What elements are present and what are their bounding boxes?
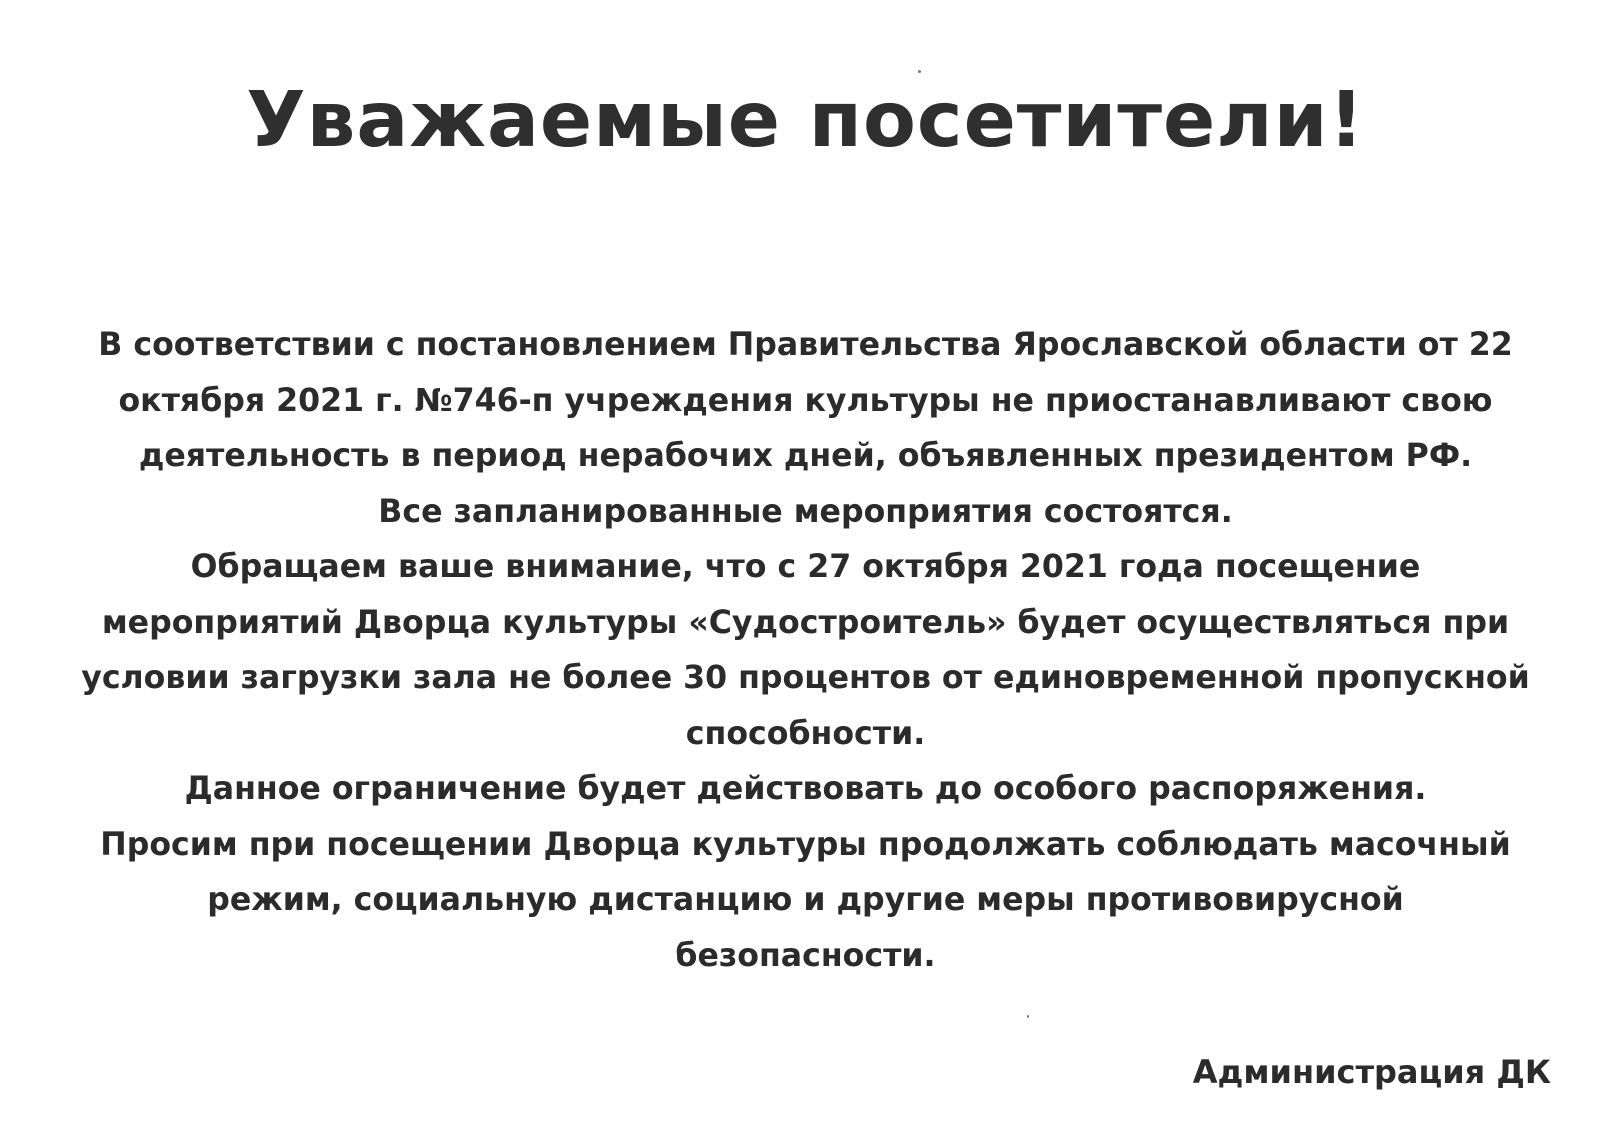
notice-line: условии загрузки зала не более 30 процентов от единовременной пропускной [81,660,1530,696]
notice-line: безопасности. [675,937,936,974]
notice-line: Просим при посещении Дворца культуры продолжать соблюдать масочный [100,826,1511,863]
scan-speck [918,70,921,73]
notice-line: мероприятий Дворца культуры «Судостроитель» будет осуществляться при [101,604,1510,641]
notice-line: деятельность в период нерабочих дней, объявленных президентом РФ. [138,438,1473,474]
notice-line: октября 2021 г. №746-п учреждения культуры не приостанавливают свою [118,382,1493,419]
notice-line: режим, социальную дистанцию и другие меры противовирусной [207,882,1404,918]
notice-line: Обращаем ваше внимание, что с 27 октября 2021 года посещение [190,549,1421,585]
notice-line: Данное ограничение будет действовать до особого распоряжения. [184,771,1427,807]
notice-signature: Администрация ДК [1192,1053,1551,1091]
notice-body [0,318,1611,984]
notice-line: способности. [685,715,926,752]
scan-speck [1027,1015,1029,1018]
notice-title: Уважаемые посетители! [246,75,1365,165]
notice-line: В соответствии с постановлением Правительства Ярославской области от 22 [98,327,1513,363]
notice-line: Все запланированные мероприятия состоятся. [378,493,1233,530]
